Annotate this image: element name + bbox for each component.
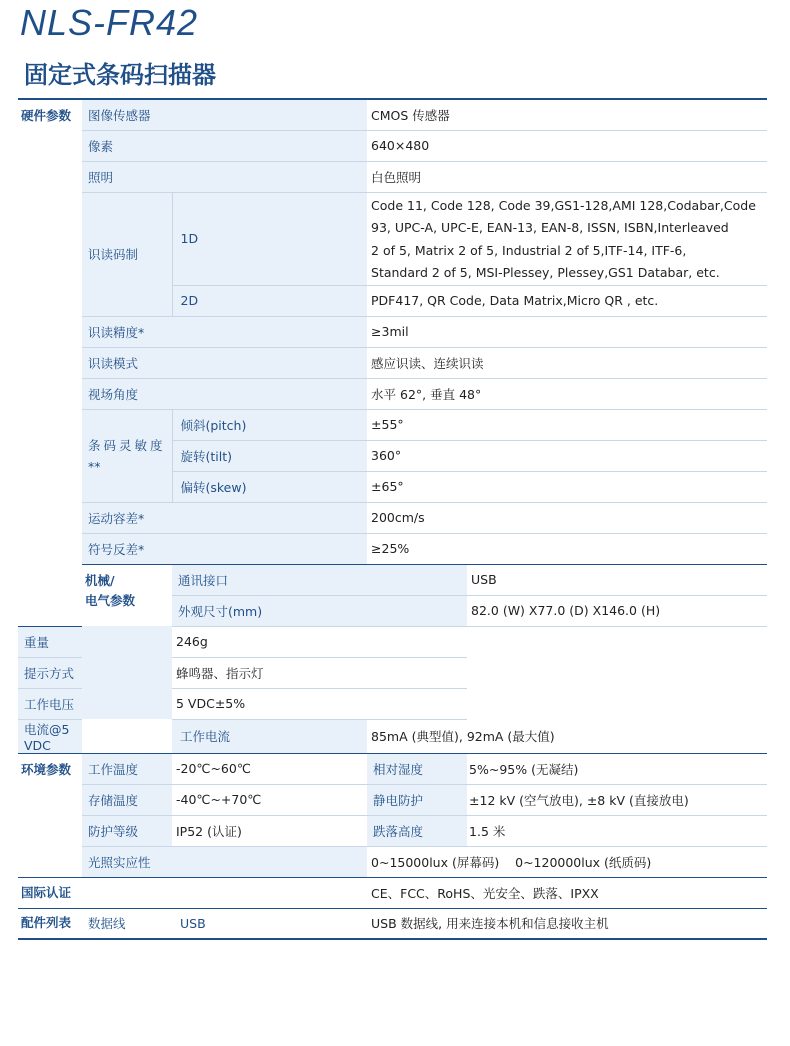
skew-label: 偏转(skew) bbox=[172, 471, 367, 502]
sensor-label: 图像传感器 bbox=[82, 99, 367, 130]
contrast-value: ≥25% bbox=[367, 533, 767, 564]
pixels-value: 640×480 bbox=[367, 130, 767, 161]
cable-label: 数据线 bbox=[82, 908, 172, 939]
symbology-1d-line: 2 of 5, Matrix 2 of 5, Industrial 2 of 5,ITF-14, ITF-6, bbox=[371, 242, 687, 258]
product-type-title: 固定式条码扫描器 bbox=[24, 61, 216, 89]
notification-label: 提示方式 bbox=[18, 657, 172, 688]
pitch-value: ±55° bbox=[367, 409, 767, 440]
skew-value: ±65° bbox=[367, 471, 767, 502]
cable-sub-label: USB bbox=[172, 908, 367, 939]
weight-label: 重量 bbox=[18, 626, 172, 657]
interface-value: USB bbox=[467, 564, 767, 595]
spec-table bbox=[18, 98, 767, 940]
pitch-label: 倾斜(pitch) bbox=[172, 409, 367, 440]
symbology-1d-label: 1D bbox=[172, 192, 367, 285]
humidity-value: 5%~95% (无凝结) bbox=[467, 753, 767, 784]
group-mechanical-line: 电气参数 bbox=[85, 592, 136, 608]
group-hardware: 硬件参数 bbox=[18, 99, 82, 626]
voltage-value: 5 VDC±5% bbox=[172, 688, 467, 719]
model-title: NLS-FR42 bbox=[20, 2, 199, 43]
op-temp-label: 工作温度 bbox=[82, 753, 172, 784]
symbology-1d-line: 93, UPC-A, UPC-E, EAN-13, EAN-8, ISSN, ISBN,Interleaved bbox=[371, 220, 729, 235]
dimensions-value: 82.0 (W) X77.0 (D) X146.0 (H) bbox=[467, 595, 767, 626]
symbology-2d-label: 2D bbox=[172, 285, 367, 316]
group-accessory: 配件列表 bbox=[18, 908, 82, 939]
certification-value: CE、FCC、RoHS、光安全、跌落、IPXX bbox=[367, 877, 767, 908]
sensitivity-label-line: 条码灵敏度 bbox=[88, 437, 166, 453]
interface-label: 通讯接口 bbox=[172, 564, 467, 595]
tilt-label: 旋转(tilt) bbox=[172, 440, 367, 471]
drop-value: 1.5 米 bbox=[467, 815, 767, 846]
pixels-label: 像素 bbox=[82, 130, 367, 161]
motion-label: 运动容差* bbox=[82, 502, 367, 533]
dimensions-label: 外观尺寸(mm) bbox=[172, 595, 467, 626]
sensor-value: CMOS 传感器 bbox=[367, 99, 767, 130]
illumination-label: 照明 bbox=[82, 161, 367, 192]
symbology-1d-value bbox=[367, 192, 767, 285]
current-label: 电流@5 VDC bbox=[18, 719, 82, 753]
storage-temp-value: -40℃~+70℃ bbox=[172, 784, 367, 815]
fov-label: 视场角度 bbox=[82, 378, 367, 409]
esd-label: 静电防护 bbox=[367, 784, 467, 815]
read-mode-label: 识读模式 bbox=[82, 347, 367, 378]
read-mode-value: 感应识读、连续识读 bbox=[367, 347, 767, 378]
motion-value: 200cm/s bbox=[367, 502, 767, 533]
symbology-label: 识读码制 bbox=[82, 192, 172, 316]
weight-value: 246g bbox=[172, 626, 467, 657]
ip-label: 防护等级 bbox=[82, 815, 172, 846]
group-certification: 国际认证 bbox=[18, 877, 82, 908]
sensitivity-label-line: ** bbox=[88, 458, 101, 474]
precision-value: ≥3mil bbox=[367, 316, 767, 347]
storage-temp-label: 存储温度 bbox=[82, 784, 172, 815]
op-temp-value: -20℃~60℃ bbox=[172, 753, 367, 784]
ambient-light-value: 0~15000lux (屏幕码) 0~120000lux (纸质码) bbox=[367, 846, 767, 877]
current-sub-label: 工作电流 bbox=[172, 719, 367, 753]
drop-label: 跌落高度 bbox=[367, 815, 467, 846]
group-environment: 环境参数 bbox=[18, 753, 82, 877]
esd-value: ±12 kV (空气放电), ±8 kV (直接放电) bbox=[467, 784, 767, 815]
tilt-value: 360° bbox=[367, 440, 767, 471]
current-value: 85mA (典型值), 92mA (最大值) bbox=[367, 719, 767, 753]
sensitivity-label bbox=[82, 409, 172, 502]
notification-value: 蜂鸣器、指示灯 bbox=[172, 657, 467, 688]
ambient-light-label: 光照实应性 bbox=[82, 846, 367, 877]
voltage-label: 工作电压 bbox=[18, 688, 172, 719]
ip-value: IP52 (认证) bbox=[172, 815, 367, 846]
cable-value: USB 数据线, 用来连接本机和信息接收主机 bbox=[367, 908, 767, 939]
symbology-2d-value: PDF417, QR Code, Data Matrix,Micro QR , etc. bbox=[367, 285, 767, 316]
contrast-label: 符号反差* bbox=[82, 533, 367, 564]
illumination-value: 白色照明 bbox=[367, 161, 767, 192]
group-mechanical-line: 机械/ bbox=[85, 572, 115, 588]
fov-value: 水平 62°, 垂直 48° bbox=[367, 378, 767, 409]
precision-label: 识读精度* bbox=[82, 316, 367, 347]
symbology-1d-line: Code 11, Code 128, Code 39,GS1-128,AMI 128,Codabar,Code bbox=[371, 197, 756, 213]
humidity-label: 相对湿度 bbox=[367, 753, 467, 784]
symbology-1d-line: Standard 2 of 5, MSI-Plessey, Plessey,GS1 Databar, etc. bbox=[371, 265, 720, 280]
